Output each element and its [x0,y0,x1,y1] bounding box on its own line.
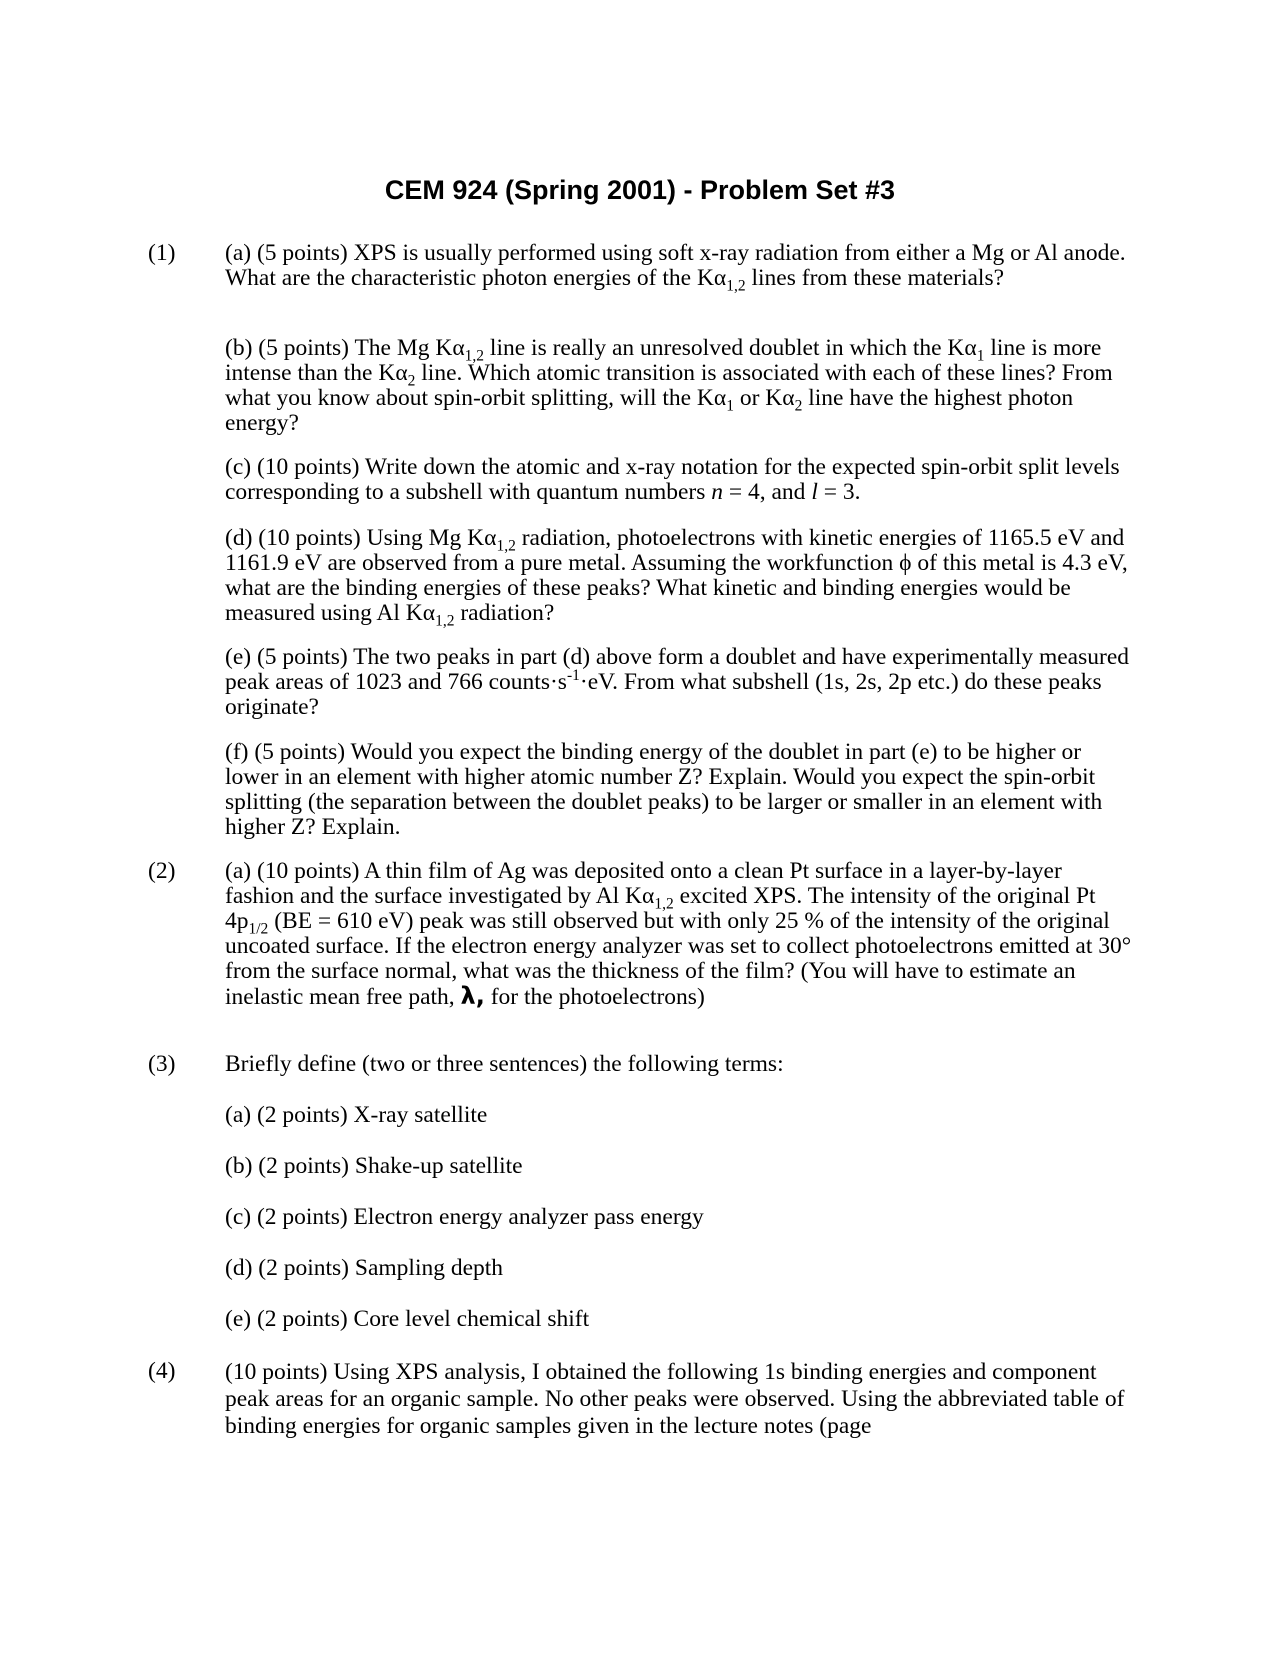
question-number-2: (2) [148,858,176,884]
question-3d: (d) (2 points) Sampling depth [225,1255,504,1281]
question-1c: (c) (10 points) Write down the atomic and x-ray notation for the expected spin-orbit split levels corresponding to a subshell with quantum numbers n = 4, and l = 3. [225,454,1120,505]
page-title: CEM 924 (Spring 2001) - Problem Set #3 [384,175,896,205]
question-3e: (e) (2 points) Core level chemical shift [225,1306,590,1332]
question-3b: (b) (2 points) Shake-up satellite [225,1153,523,1179]
question-3c: (c) (2 points) Electron energy analyzer pass energy [225,1204,704,1230]
question-number-1: (1) [148,240,176,266]
question-1d: (d) (10 points) Using Mg $K\alpha_{1,2}$ radiation, photoelectrons with kinetic energies of 1165.5 eV and 1161.9 eV are observed from a pure metal. Assuming the workfunction ϕ of this metal is 4.3 eV, what are the binding energies of these peaks? What kinetic and binding energies would be measured using Al $K\alpha_{1,2}$ radiation? [225,525,1128,630]
question-4: (10 points) Using XPS analysis, I obtained the following 1s binding energies and component peak areas for an organic sample. No other peaks were observed. Using the abbreviated table of binding energies for organic samples given in the lecture notes (page [225,1359,1125,1439]
question-1e: (e) (5 points) The two peaks in part (d) above form a doublet and have experimentally measured peak areas of 1023 and 766 $counts\cdot s^{-1}\cdot eV$. From what subshell (1s, 2s, 2p etc.) do these peaks originate? [225,644,1130,720]
question-number-4: (4) [148,1358,176,1384]
question-1f: (f) (5 points) Would you expect the binding energy of the doublet in part (e) to be higher or lower in an element with higher atomic number Z? Explain. Would you expect the spin-orbit splitting (the separation between the doublet peaks) to be larger or smaller in an element with higher Z? Explain. [225,739,1103,840]
lambda-symbol: λ, [460,982,485,1010]
question-number-3: (3) [148,1051,176,1077]
question-2a: (a) (10 points) A thin film of Ag was deposited onto a clean Pt surface in a layer-by-layer fashion and the surface investigated by Al $K\alpha_{1,2}$ excited XPS. The intensity of the original Pt $4p_{1/2}$ (BE = 610 eV) peak was still observed but with only 25 % of the intensity of the original uncoated surface. If the electron energy analyzer was set to collect photoelectrons emitted at 30° from the surface normal, what was the thickness of the film? (You will have to estimate an inelastic mean free path, λ, for the photoelectrons) [225,858,1132,1010]
question-1b: (b) (5 points) The Mg $K\alpha_{1,2}$ line is really an unresolved doublet in which the $K\alpha_1$ line is more intense than the $K\alpha_2$ line. Which atomic transition is associated with each of these lines? From what you know about spin-orbit splitting, will the $K\alpha_1$ or $K\alpha_2$ line have the highest photon energy? [225,335,1113,436]
question-3a: (a) (2 points) X-ray satellite [225,1102,488,1128]
question-3-intro: Briefly define (two or three sentences) the following terms: [225,1051,784,1077]
question-1a: (a) (5 points) XPS is usually performed using soft x-ray radiation from either a Mg or Al anode. What are the characteristic photon energies of the $K\alpha_{1,2}$ lines from these materials? [225,240,1126,295]
